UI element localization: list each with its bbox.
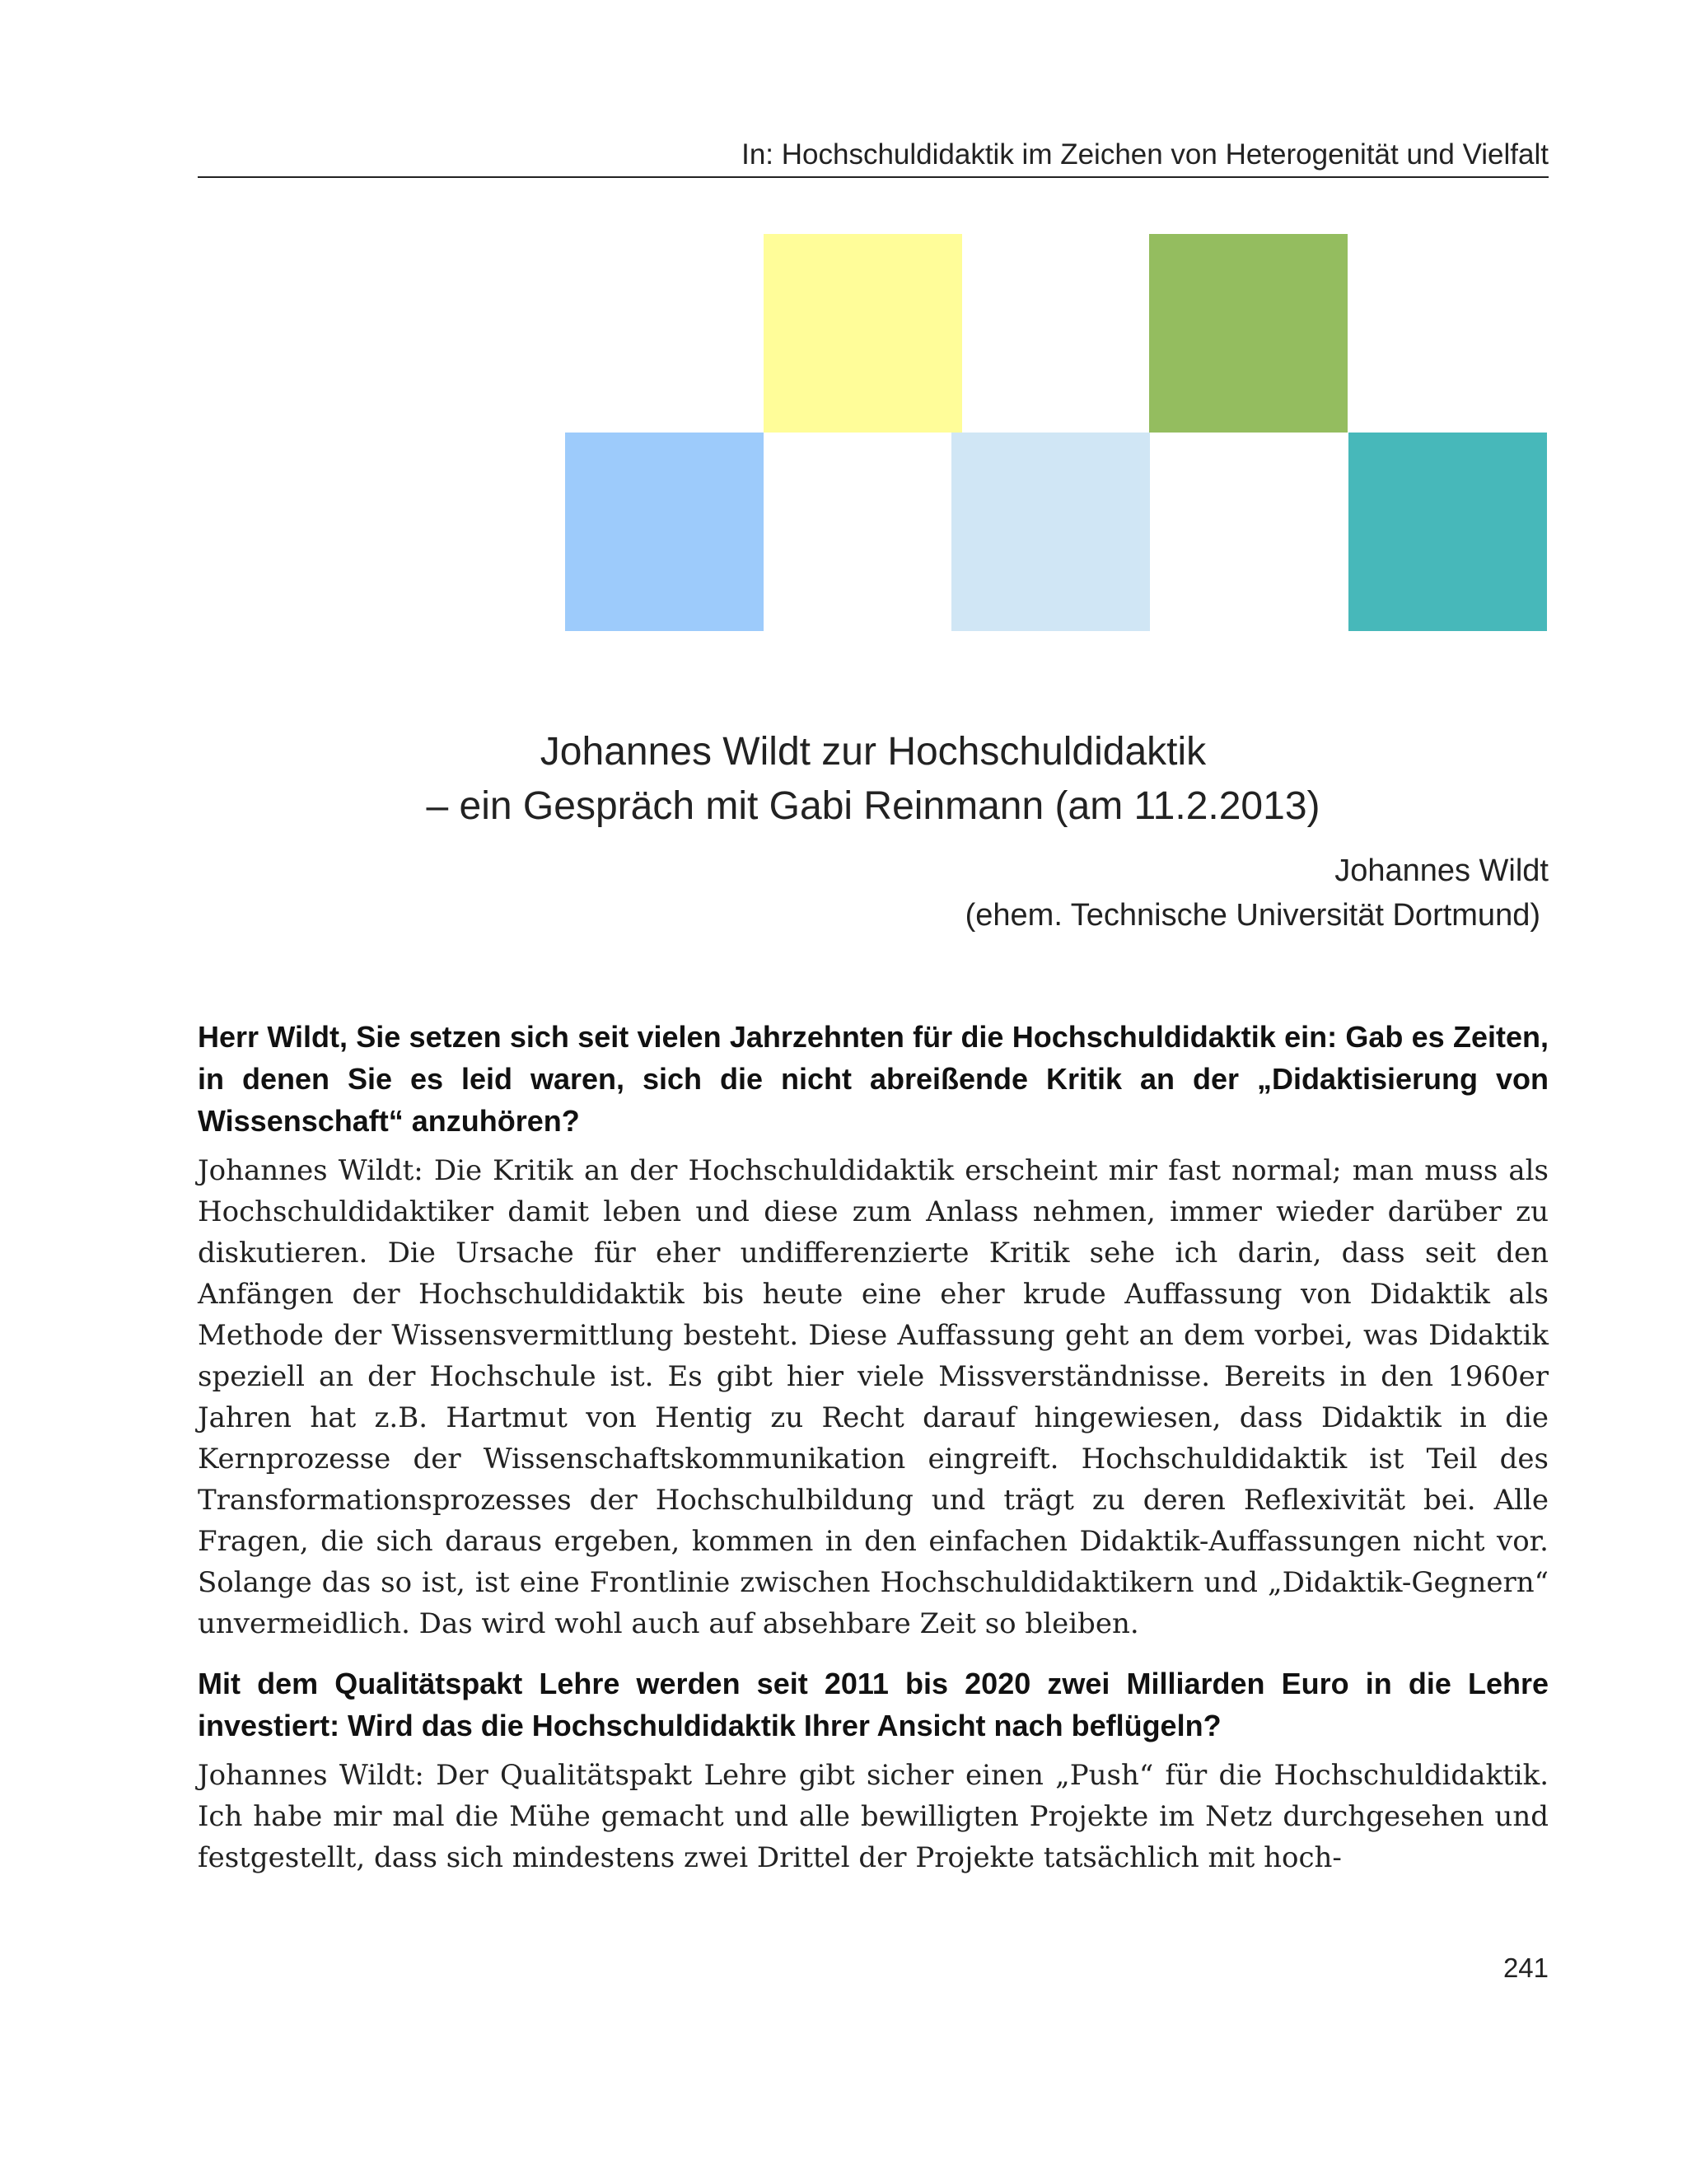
- header-rule: [198, 176, 1549, 178]
- question: Herr Wildt, Sie setzen sich seit vielen Jahrzehnten für die Hochschuldidaktik ein: Gab es Zeiten, in denen Sie es leid waren, sich die nicht abreißende Kritik an der „Didaktisierung von Wissenschaft“ anzuhören?: [198, 1020, 1549, 1138]
- running-header: In: Hochschuldidaktik im Zeichen von Heterogenität und Vielfalt: [741, 138, 1549, 171]
- article-title: [198, 725, 1549, 834]
- decorative-square-light-blue: [951, 433, 1150, 631]
- decorative-square-blue: [565, 433, 764, 631]
- answer: Johannes Wildt: Die Kritik an der Hochschuldidaktik erscheint mir fast normal; man muss als Hochschuldidaktiker damit leben und diese zum Anlass nehmen, immer wieder darüber zu diskutieren. Die Ursache für eher undifferenzierte Kritik sehe ich darin, dass seit den Anfängen der Hochschuldidaktik bis heute eine eher krude Auffassung von Didaktik als Methode der Wissensvermittlung besteht. Diese Auffassung geht an dem vorbei, was Didaktik speziell an der Hochschule ist. Es gibt hier viele Missverständnisse. Bereits in den 1960er Jahren hat z.B. Hartmut von Hentig zu Recht darauf hingewiesen, dass Didaktik in die Kernprozesse der Wissenschaftskommunikation eingreift. Hochschuldidaktik ist Teil des Transformationsprozesses der Hochschulbildung und trägt zu deren Reflexivität bei. Alle Fragen, die sich daraus ergeben, kommen in den einfachen Didaktik-Auffassungen nicht vor. Solange das so ist, ist eine Frontlinie zwischen Hochschuldidaktikern und „Didaktik-Gegnern“ unvermeidlich. Das wird wohl auch auf absehbare Zeit so bleiben.: [198, 1154, 1549, 1640]
- decorative-square-yellow: [764, 234, 962, 433]
- author-block: [198, 849, 1549, 938]
- page-number: 241: [1502, 1953, 1549, 1983]
- title-line-2: – ein Gespräch mit Gabi Reinmann (am 11.2.2013): [426, 784, 1320, 828]
- interview-body: [198, 1016, 1549, 1896]
- title-line-1: Johannes Wildt zur Hochschuldidaktik: [540, 730, 1207, 774]
- question: Mit dem Qualitätspakt Lehre werden seit 2011 bis 2020 zwei Milliarden Euro in die Lehre investiert: Wird das die Hochschuldidaktik Ihrer Ansicht nach beflügeln?: [198, 1667, 1549, 1742]
- answer: Johannes Wildt: Der Qualitätspakt Lehre gibt sicher einen „Push“ für die Hochschuldidaktik. Ich habe mir mal die Mühe gemacht und alle bewilligten Projekte im Netz durchgesehen und festgestellt, dass sich mindestens zwei Drittel der Projekte tatsächlich mit hoch-: [198, 1759, 1549, 1874]
- author-affiliation: (ehem. Technische Universität Dortmund): [965, 898, 1540, 933]
- decorative-square-green: [1149, 234, 1348, 433]
- author-name: Johannes Wildt: [1334, 853, 1549, 888]
- decorative-square-teal: [1348, 433, 1547, 631]
